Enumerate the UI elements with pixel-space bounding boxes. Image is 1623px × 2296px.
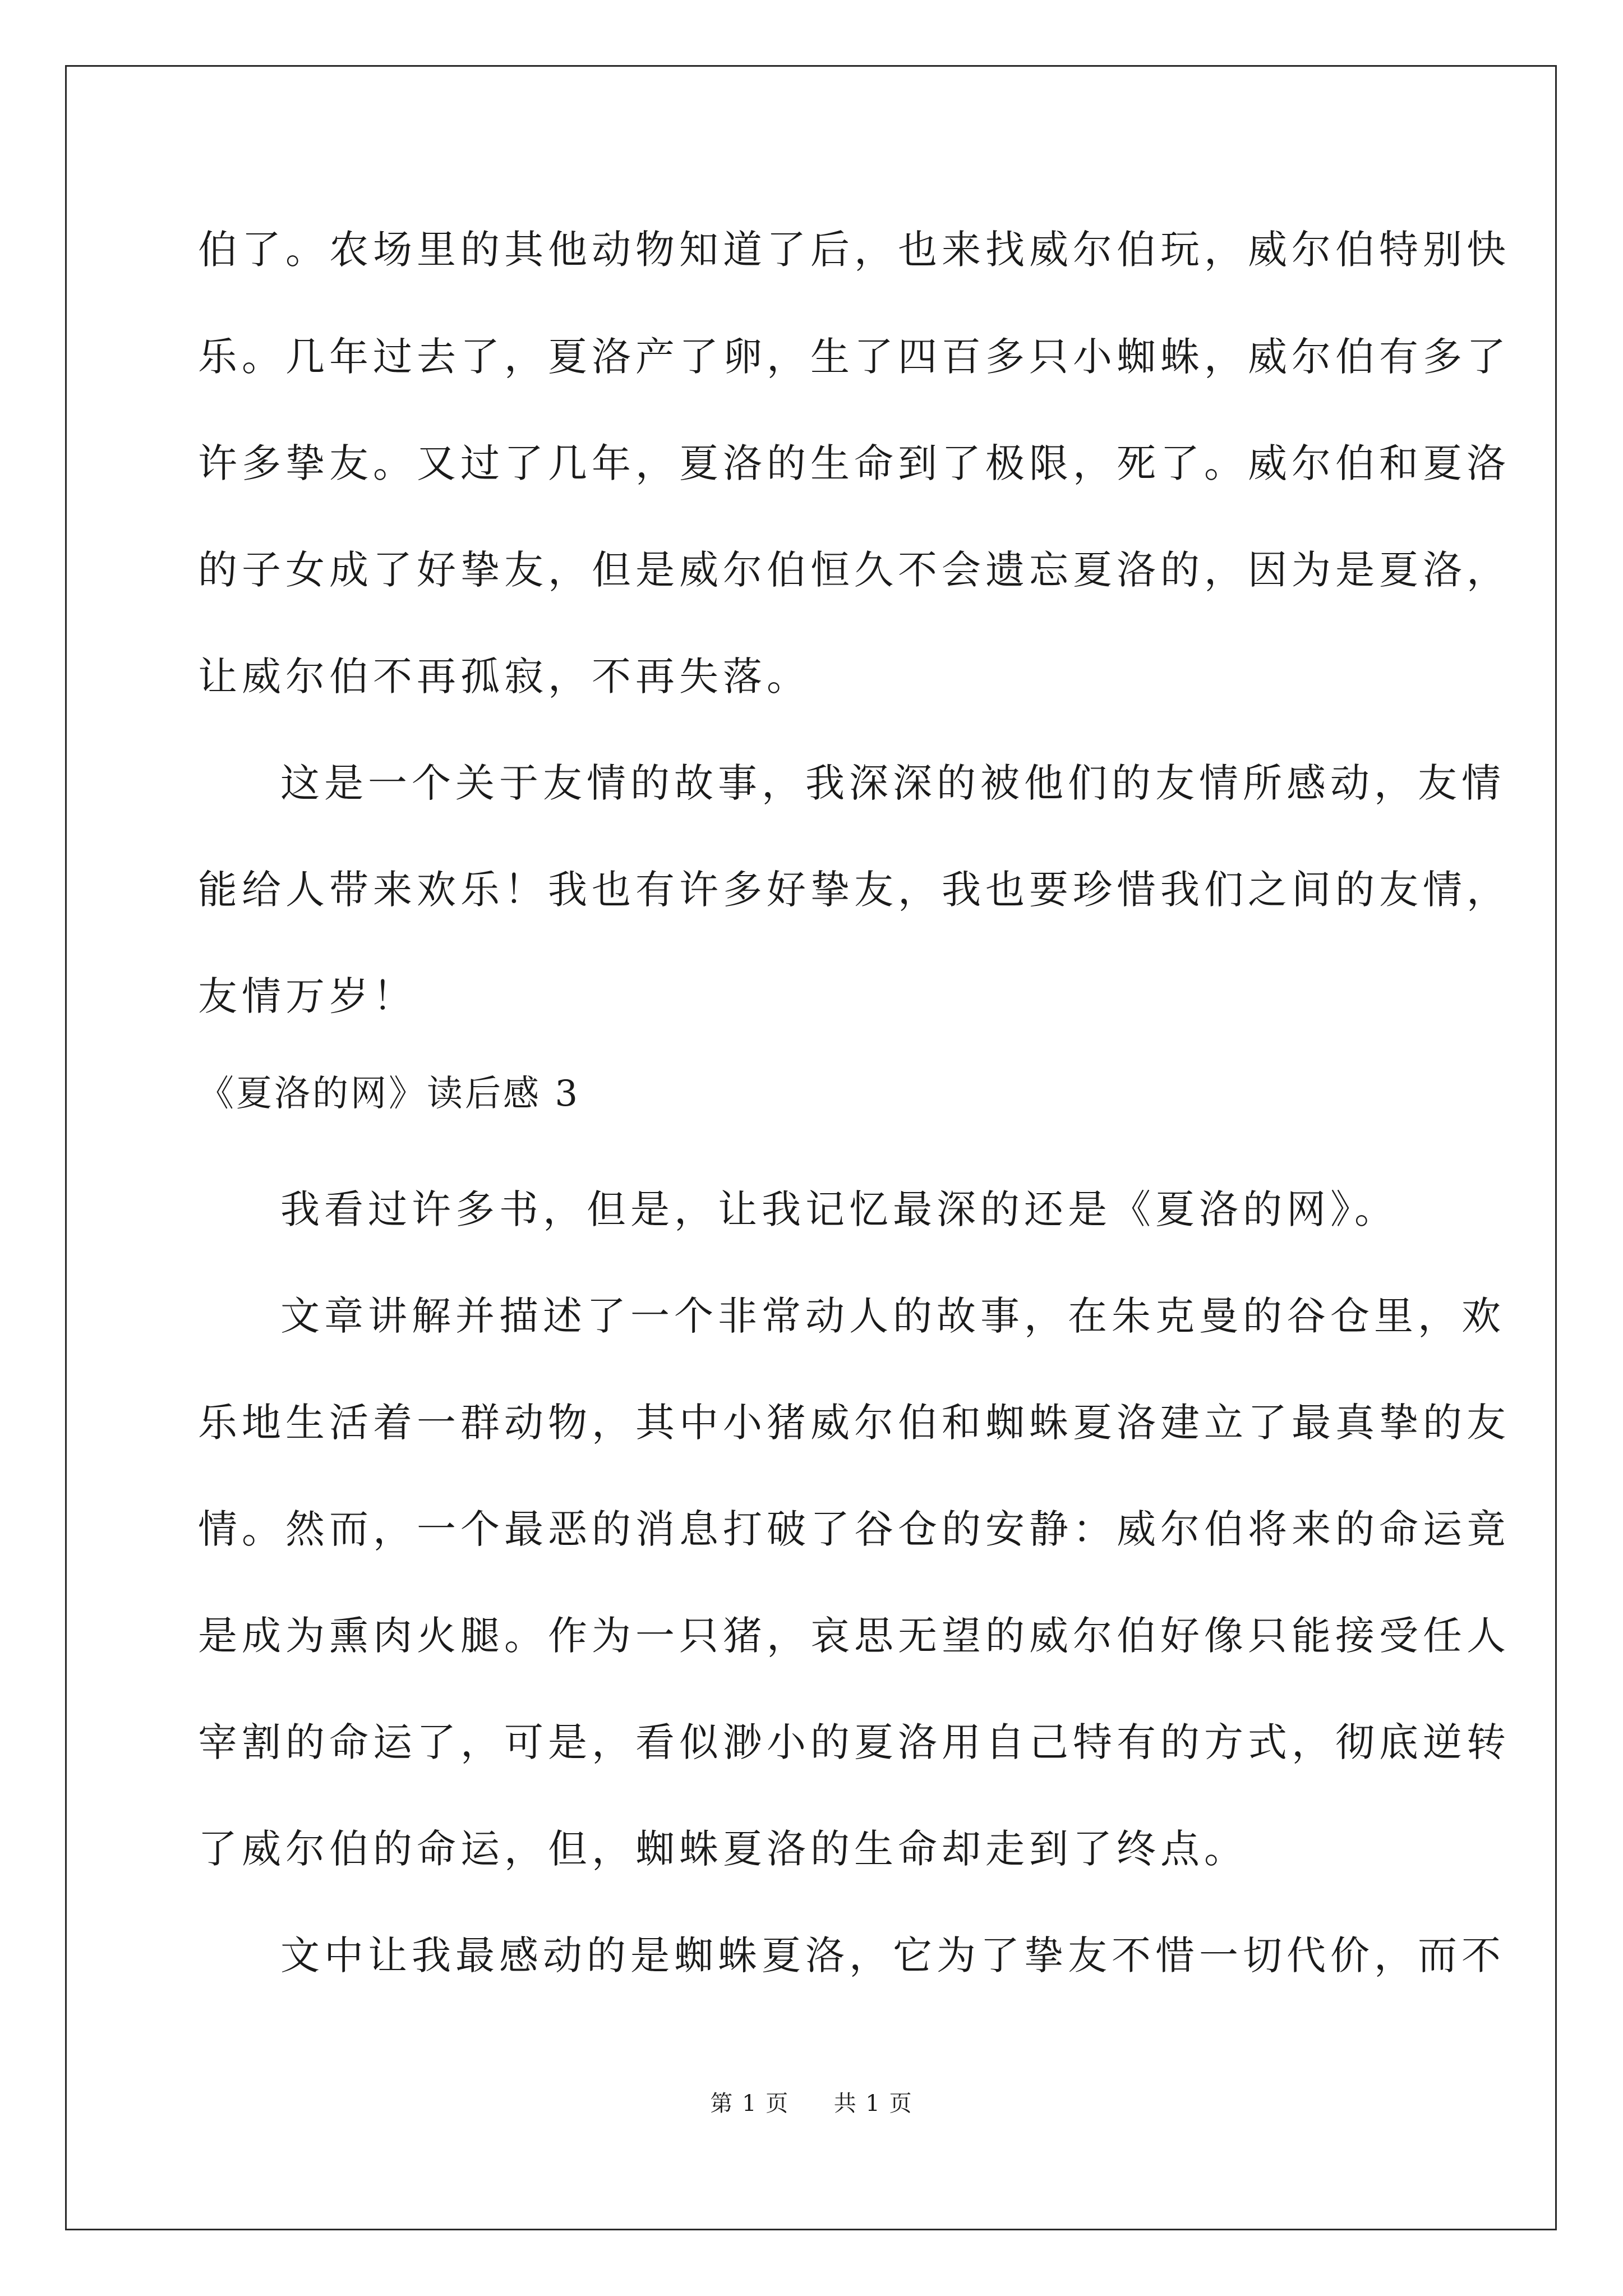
paragraph-2-line-3: 友情万岁！ — [198, 973, 417, 1019]
section-paragraph-2-line-6: 了威尔伯的命运，但，蜘蛛夏洛的生命却走到了终点。 — [198, 1826, 1248, 1872]
page-footer — [0, 2087, 1623, 2120]
page-number-current: 第 1 页 — [710, 2091, 790, 2116]
paragraph-1-line-5: 让威尔伯不再孤寂，不再失落。 — [198, 654, 810, 700]
paragraph-1-line-2: 乐。几年过去了，夏洛产了卵，生了四百多只小蜘蛛，威尔伯有多了 — [198, 334, 1510, 380]
section-paragraph-1-line-1: 我看过许多书，但是，让我记忆最深的还是《夏洛的网》。 — [280, 1186, 1398, 1232]
paragraph-2-line-2: 能给人带来欢乐！我也有许多好挚友，我也要珍惜我们之间的友情， — [198, 867, 1510, 913]
section-paragraph-2-line-1: 文章讲解并描述了一个非常动人的故事，在朱克曼的谷仓里，欢 — [280, 1293, 1505, 1339]
section-paragraph-2-line-5: 宰割的命运了，可是，看似渺小的夏洛用自己特有的方式，彻底逆转 — [198, 1719, 1510, 1765]
section-paragraph-3-line-1: 文中让我最感动的是蜘蛛夏洛，它为了挚友不惜一切代价，而不 — [280, 1932, 1505, 1978]
section-paragraph-2-line-3: 情。然而，一个最恶的消息打破了谷仓的安静：威尔伯将来的命运竟 — [198, 1506, 1510, 1552]
section-paragraph-2-line-2: 乐地生活着一群动物，其中小猪威尔伯和蜘蛛夏洛建立了最真挚的友 — [198, 1400, 1510, 1446]
paragraph-1-line-4: 的子女成了好挚友，但是威尔伯恒久不会遗忘夏洛的，因为是夏洛， — [198, 547, 1510, 593]
paragraph-2-line-1: 这是一个关于友情的故事，我深深的被他们的友情所感动，友情 — [280, 760, 1505, 806]
page-frame — [65, 65, 1557, 2230]
section-heading: 《夏洛的网》读后感 3 — [198, 1073, 580, 1115]
paragraph-1-line-1: 伯了。农场里的其他动物知道了后，也来找威尔伯玩，威尔伯特别快 — [198, 227, 1510, 273]
section-paragraph-2-line-4: 是成为熏肉火腿。作为一只猪，哀思无望的威尔伯好像只能接受任人 — [198, 1613, 1510, 1659]
page-number-total: 共 1 页 — [833, 2091, 913, 2116]
paragraph-1-line-3: 许多挚友。又过了几年，夏洛的生命到了极限，死了。威尔伯和夏洛 — [198, 440, 1510, 486]
